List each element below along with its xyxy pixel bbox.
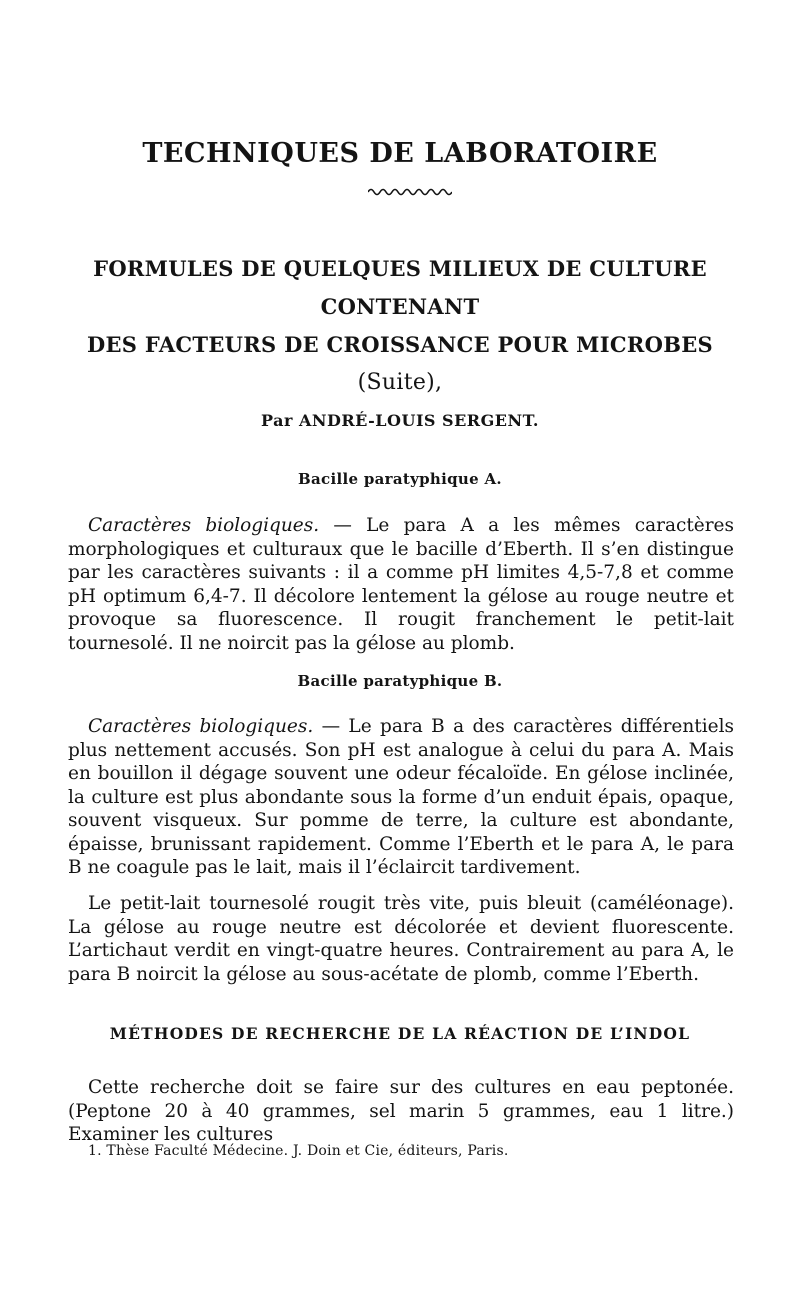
article-title <box>0 250 800 402</box>
article-suite: (Suite), <box>357 370 443 395</box>
paragraph-indol <box>68 1076 734 1147</box>
paragraph-paratyphique-b <box>68 715 734 880</box>
section-heading-paratyphique-a: Bacille paratyphique A. <box>298 470 502 488</box>
section-heading-paratyphique-b: Bacille paratyphique B. <box>297 672 503 690</box>
article-title-line-2: CONTENANT <box>320 294 480 319</box>
paragraph-lead: Caractères biologiques. <box>88 716 314 737</box>
article-title-line-1: FORMULES DE QUELQUES MILIEUX DE CULTURE <box>93 256 707 281</box>
paragraph-paratyphique-b-continued <box>68 892 734 986</box>
page-title: TECHNIQUES DE LABORATOIRE <box>142 138 658 169</box>
footnote: 1. Thèse Faculté Médecine. J. Doin et Cie, éditeurs, Paris. <box>88 1143 509 1159</box>
paragraph-lead: Caractères biologiques. <box>88 515 320 536</box>
paragraph-paratyphique-a <box>68 514 734 655</box>
paragraph-text: — Le para A a les mêmes caractères morphologiques et culturaux que le bacille d’Eberth. Il s’en distingue par les caractères suivants : il a comme pH limites 4,5-7,8 et comme pH optimum 6,4-7. Il décolore lentement la gélose au rouge neutre et provoque sa fluorescence. Il rougit franchement le petit-lait tournesolé. Il ne noircit pas la gélose au plomb. <box>68 515 734 654</box>
paragraph-text: — Le para B a des caractères différentiels plus nettement accusés. Son pH est analogue à celui du para A. Mais en bouillon il dégage souvent une odeur fécaloïde. En gélose inclinée, la culture est plus abondante sous la forme d’un enduit épais, opaque, souvent visqueux. Sur pomme de terre, la culture est abondante, épaisse, brunissant rapidement. Comme l’Eberth et le para A, le para B ne coagule pas le lait, mais il l’éclaircit tardivement. <box>68 716 734 878</box>
section-heading-indol: MÉTHODES DE RECHERCHE DE LA RÉACTION DE L’INDOL <box>109 1024 691 1043</box>
ornamental-rule <box>368 186 452 198</box>
article-title-line-3: DES FACTEURS DE CROISSANCE POUR MICROBES <box>86 332 714 357</box>
paragraph-text: Cette recherche doit se faire sur des cultures en eau peptonée. (Peptone 20 à 40 grammes, sel marin 5 grammes, eau 1 litre.) Examiner les cultures <box>68 1077 734 1145</box>
author-line: Par ANDRÉ-LOUIS SERGENT. <box>260 411 539 430</box>
paragraph-text: Le petit-lait tournesolé rougit très vite, puis bleuit (caméléonage). La gélose au rouge neutre est décolorée et devient fluorescente. L’artichaut verdit en vingt-quatre heures. Contrairement au para A, le para B noircit la gélose au sous-acétate de plomb, comme l’Eberth. <box>68 893 734 985</box>
